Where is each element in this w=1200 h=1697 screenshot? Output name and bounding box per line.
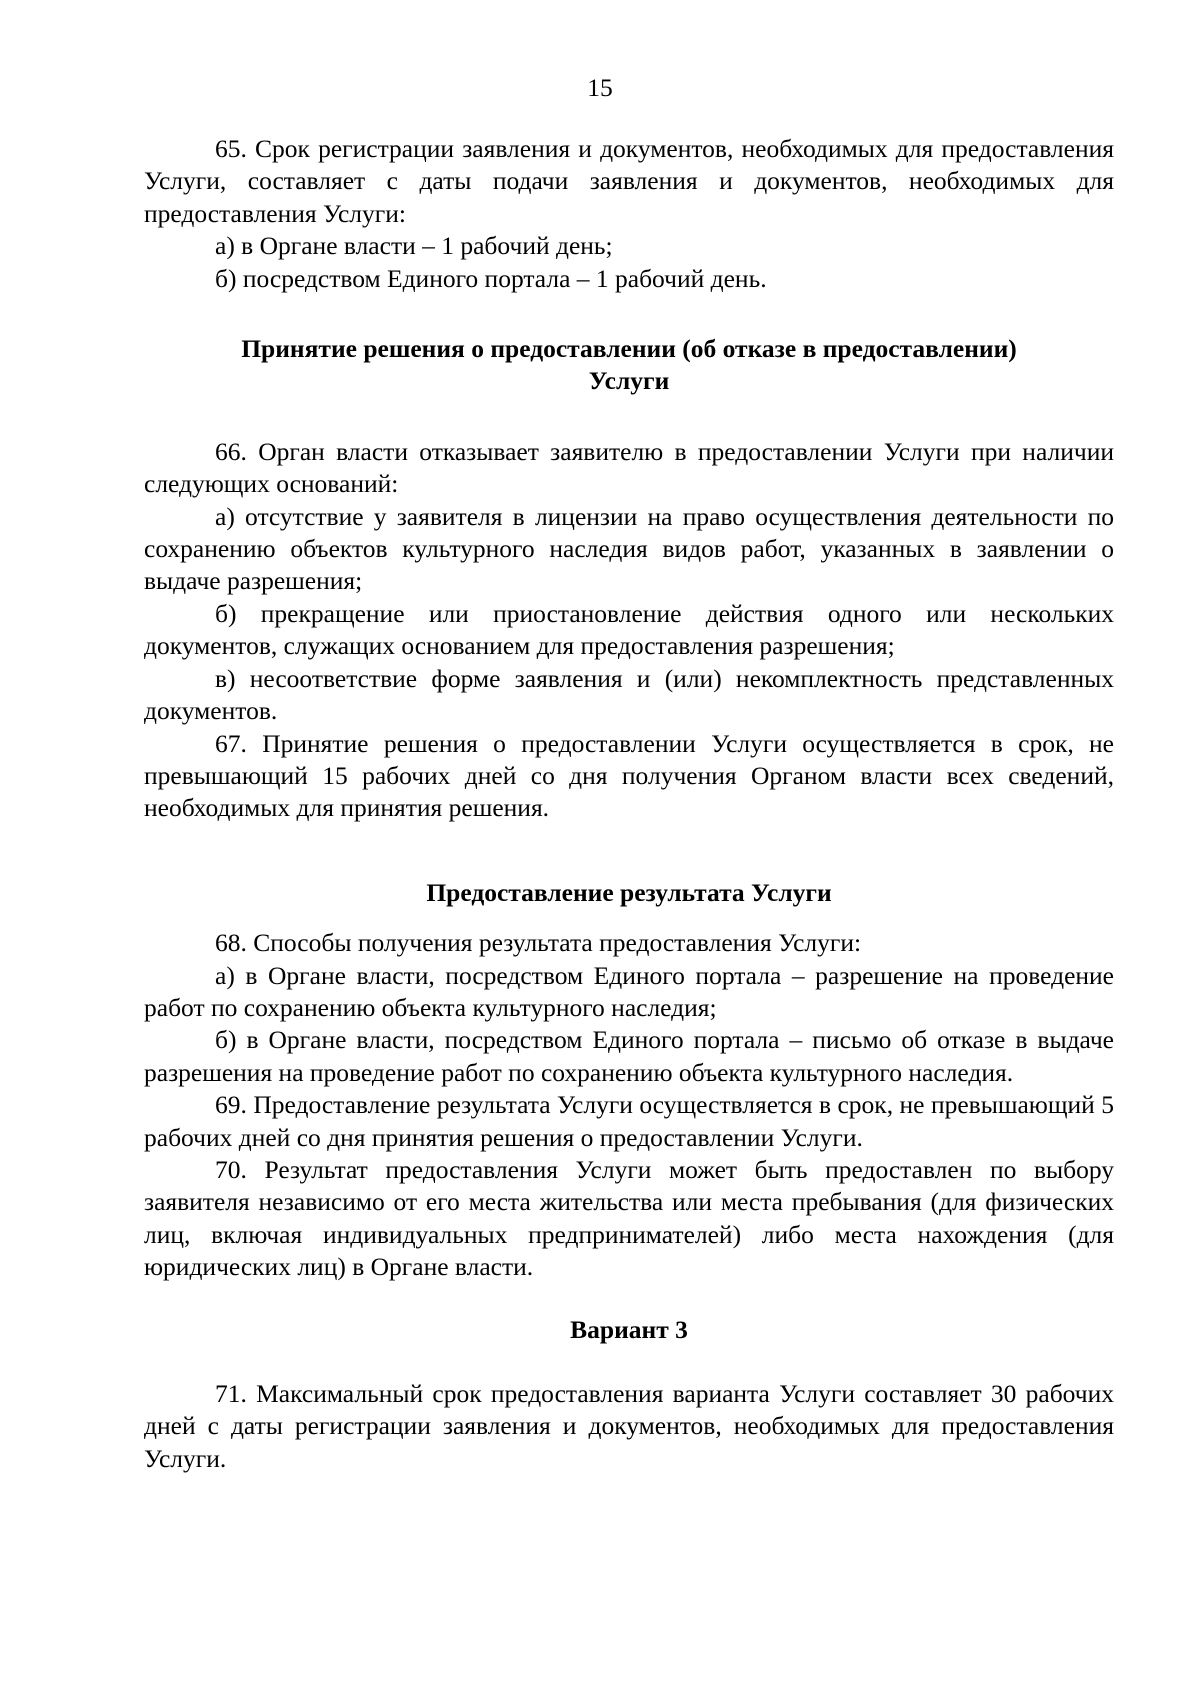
paragraph-71: 71. Максимальный срок предоставления варианта Услуги составляет 30 рабочих дней с даты регистрации заявления и документов, необходимых для предоставления Услуги. xyxy=(144,1379,1114,1473)
page-number: 15 xyxy=(587,73,613,102)
section-heading-result: Предоставление результата Услуги xyxy=(426,877,832,907)
paragraph-66: 66. Орган власти отказывает заявителю в предоставлении Услуги при наличии следующих оснований: xyxy=(144,436,1114,499)
section-heading-variant-3: Вариант 3 xyxy=(570,1314,688,1344)
document-body xyxy=(144,133,1114,1475)
paragraph-65-a: а) в Органе власти – 1 рабочий день; xyxy=(215,231,613,261)
section-heading-decision-line1: Принятие решения о предоставлении (об отказе в предоставлении) xyxy=(241,334,1017,364)
paragraph-66-b: б) прекращение или приостановление действия одного или нескольких документов, служащих основанием для предоставления разрешения; xyxy=(144,598,1114,661)
paragraph-67: 67. Принятие решения о предоставлении Услуги осуществляется в срок, не превышающий 15 рабочих дней со дня получения Органом власти всех сведений, необходимых для принятия решения. xyxy=(144,728,1114,823)
paragraph-69: 69. Предоставление результата Услуги осуществляется в срок, не превышающий 5 рабочих дней со дня принятия решения о предоставлении Услуги. xyxy=(144,1090,1114,1152)
paragraph-68-a: а) в Органе власти, посредством Единого портала – разрешение на проведение работ по сохранению объекта культурного наследия; xyxy=(144,960,1114,1022)
section-heading-decision xyxy=(144,333,1114,398)
paragraph-65: 65. Срок регистрации заявления и документов, необходимых для предоставления Услуги, составляет с даты подачи заявления и документов, необходимых для предоставления Услуги: xyxy=(144,134,1114,228)
section-heading-decision-line2: Услуги xyxy=(588,366,670,396)
paragraph-65-b: б) посредством Единого портала – 1 рабочий день. xyxy=(215,263,767,293)
paragraph-66-a: а) отсутствие у заявителя в лицензии на право осуществления деятельности по сохранению объектов культурного наследия видов работ, указанных в заявлении о выдаче разрешения; xyxy=(144,501,1114,596)
paragraph-68-b: б) в Органе власти, посредством Единого портала – письмо об отказе в выдаче разрешения на проведение работ по сохранению объекта культурного наследия. xyxy=(144,1025,1114,1087)
paragraph-70: 70. Результат предоставления Услуги может быть предоставлен по выбору заявителя независимо от его места жительства или места пребывания (для физических лиц, включая индивидуальных предпринимателей) либо места нахождения (для юридических лиц) в Органе власти. xyxy=(144,1154,1114,1282)
paragraph-66-v: в) несоответствие форме заявления и (или) некомплектность представленных документов. xyxy=(144,663,1114,726)
paragraph-68: 68. Способы получения результата предоставления Услуги: xyxy=(215,928,862,958)
